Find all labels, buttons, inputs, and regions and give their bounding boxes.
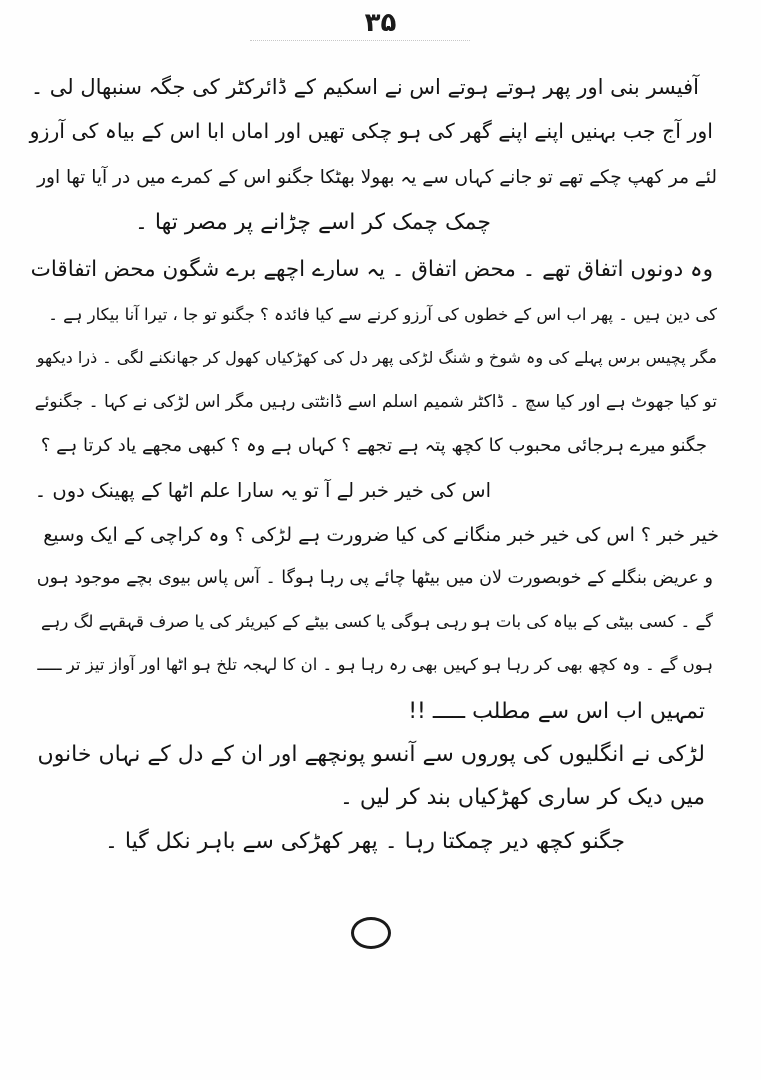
- text-line: میں دیک کر ساری کھڑکیاں بند کر لیں ۔: [340, 785, 705, 810]
- text-line: خیر خبر ؟ اس کی خیر خبر منگانے کی کیا ضرورت ہے لڑکی ؟ وہ کراچی کے ایک وسیع: [43, 524, 719, 546]
- end-mark-circle: [351, 917, 391, 949]
- text-line: و عریض بنگلے کے خوبصورت لان میں بیٹھا چائے پی رہا ہوگا ۔ آس پاس بیوی بچے موجود ہوں: [36, 568, 713, 588]
- text-line: جگنو میرے ہرجائی محبوب کا کچھ پتہ ہے تجھے ؟ کہاں ہے وہ ؟ کبھی مجھے یاد کرتا ہے ؟: [40, 435, 707, 456]
- page-number: ۳۵: [364, 8, 397, 38]
- text-line: جگنو کچھ دیر چمکتا رہا ۔ پھر کھڑکی سے باہر نکل گیا ۔: [104, 829, 625, 854]
- text-line: اور آج جب بہنیں اپنے اپنے گھر کی ہو چکی تھیں اور اماں ابا اس کے بیاہ کی آرزو: [29, 119, 713, 143]
- text-line: وہ دونوں اتفاق تھے ۔ محض اتفاق ۔ یہ سارے اچھے برے شگون محض اتفاقات: [30, 257, 713, 282]
- text-line: مگر پچیس برس پہلے کی وہ شوخ و شنگ لڑکی پھر دل کی کھڑکیاں کھول کر جھانکنے لگی ۔ ذرا دیکھو: [36, 348, 717, 367]
- text-line: لڑکی نے انگلیوں کی پوروں سے آنسو پونچھے اور ان کے دل کے نہاں خانوں: [37, 742, 705, 767]
- text-line: اس کی خیر خبر لے آ تو یہ سارا علم اٹھا کے پھینک دوں ۔: [34, 479, 491, 502]
- text-line: گے ۔ کسی بیٹی کے بیاہ کی بات ہو رہی ہوگی یا کسی بیٹے کے کیریئر کی یا صرف قہقہے لگ رہے: [41, 612, 713, 631]
- text-line: تمہیں اب اس سے مطلب ـــــ !!: [408, 699, 705, 724]
- text-line: چمک چمک کر اسے چڑانے پر مصر تھا ۔: [135, 210, 491, 235]
- text-line: ہوں گے ۔ وہ کچھ بھی کر رہا ہو کہیں بھی رہ رہا ہو ۔ ان کا لہجہ تلخ ہو اٹھا اور آواز تیز تر ـــــ: [37, 655, 713, 674]
- text-line: آفیسر بنی اور پھر ہوتے ہوتے اس نے اسکیم کے ڈائرکٹر کی جگہ سنبھال لی ۔: [30, 75, 699, 99]
- text-line: کی دین ہیں ۔ پھر اب اس کے خطوں کی آرزو کرنے سے کیا فائدہ ؟ جگنو تو جا ، تیرا آنا بیکار ہے ۔: [48, 305, 717, 324]
- text-line: لئے مر کھپ چکے تھے تو جانے کہاں سے یہ بھولا بھٹکا جگنو اس کے کمرے میں در آیا تھا اور: [37, 167, 717, 188]
- text-line: تو کیا جھوٹ ہے اور کیا سچ ۔ ڈاکٹر شمیم اسلم اسے ڈانٹتی رہیں مگر اس لڑکی نے کہا ۔ جگنوئے: [34, 392, 717, 412]
